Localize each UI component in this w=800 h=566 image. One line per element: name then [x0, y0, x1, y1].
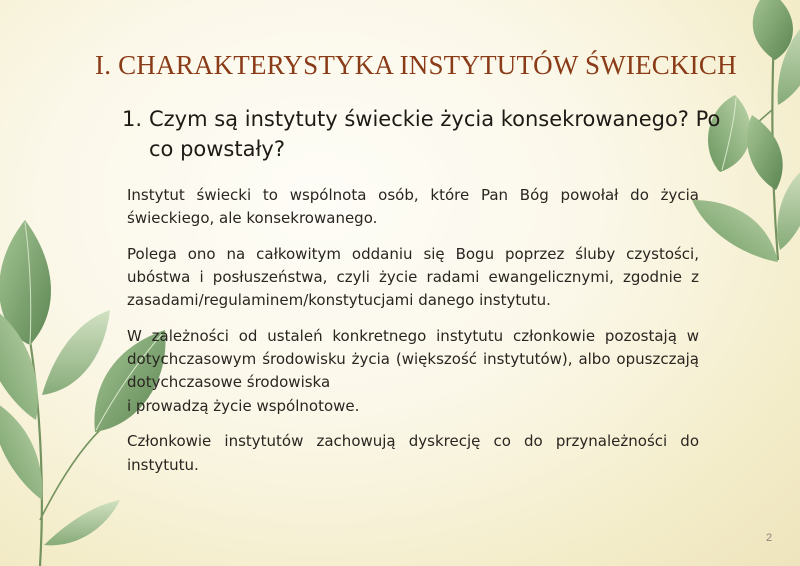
- slide-title: I. CHARAKTERYSTYKA INSTYTUTÓW ŚWIECKICH: [95, 50, 737, 80]
- body-text: [127, 184, 699, 489]
- paragraph-4: Członkowie instytutów zachowują dyskrecję co do przynależności do instytutu.: [127, 432, 699, 474]
- subtitle-text: Czym są instytuty świeckie życia konsekrowanego? Po co powstały?: [149, 107, 721, 161]
- subtitle-number: 1.: [122, 107, 143, 131]
- paragraph-3-main: W zależności od ustaleń konkretnego instytutu członkowie pozostają w dotychczasowym środowisku życia (większość instytutów), albo opuszczają dotychczasowe środowiska: [127, 327, 699, 392]
- paragraph-2: Polega ono na całkowitym oddaniu się Bogu poprzez śluby czystości, ubóstwa i posłuszeństwa, czyli życie radami ewangelicznymi, zgodnie z zasadami/regulaminem/konstytucjami danego instytutu.: [127, 244, 699, 310]
- paragraph-3-tail: i prowadzą życie wspólnotowe.: [127, 396, 360, 415]
- paragraph-1: Instytut świecki to wspólnota osób, które Pan Bóg powołał do życia świeckiego, ale konsekrowanego.: [127, 186, 699, 228]
- paragraph-3: [127, 325, 699, 418]
- section-subtitle: [122, 104, 722, 164]
- page-number: 2: [766, 532, 773, 544]
